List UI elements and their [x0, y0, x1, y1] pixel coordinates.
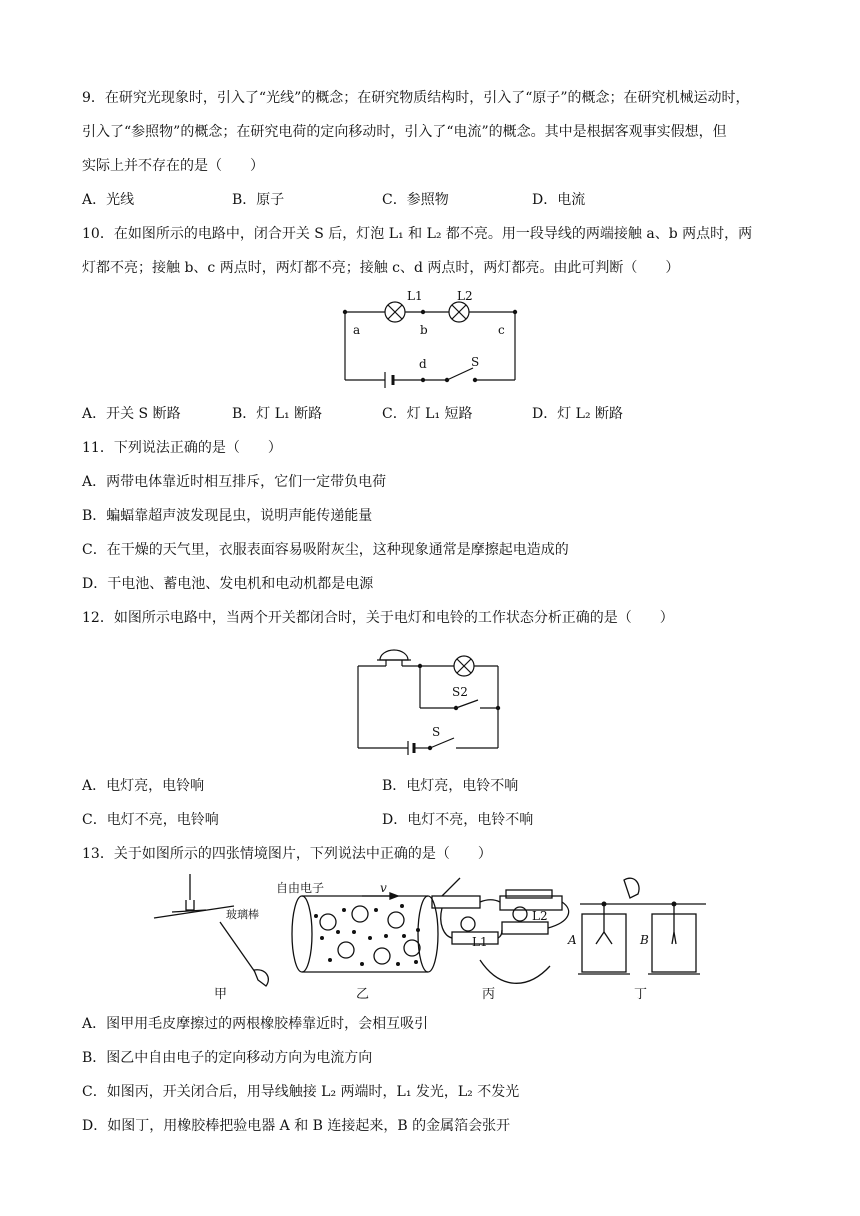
q9-option-c: C．参照物	[382, 192, 449, 208]
q12-stem: 12．如图所示电路中，当两个开关都闭合时，关于电灯和电铃的工作状态分析正确的是（ ）	[82, 610, 674, 626]
q13-label-l1: L1	[472, 935, 488, 949]
q11-stem: 11．下列说法正确的是（ ）	[82, 440, 282, 456]
q13-option-b: B．图乙中自由电子的定向移动方向为电流方向	[82, 1050, 373, 1066]
q10-label-d: d	[419, 357, 427, 371]
q10-label-l2: L2	[457, 289, 473, 303]
q12-option-b: B．电灯亮，电铃不响	[382, 778, 519, 794]
q11-option-a: A．两带电体靠近时相互排斥，它们一定带负电荷	[82, 474, 387, 490]
q9-option-b: B．原子	[232, 192, 285, 208]
q10-stem-line-2: 灯都不亮；接触 b、c 两点时，两灯都不亮；接触 c、d 两点时，两灯都亮。由此可判断（ ）	[82, 260, 680, 276]
q10-circuit-diagram	[335, 284, 525, 388]
figure-jia	[154, 874, 268, 986]
q13-label-free-electron: 自由电子	[276, 881, 325, 895]
q13-label-a: A	[568, 933, 577, 947]
q10-label-s: S	[471, 355, 480, 369]
figure-bing	[432, 878, 569, 983]
q12-option-c: C．电灯不亮，电铃响	[82, 812, 219, 828]
q13-caption-jia: 甲	[214, 987, 228, 1002]
q13-label-b: B	[640, 933, 649, 947]
q10-label-l1: L1	[407, 289, 423, 303]
q12-option-d: D．电灯不亮，电铃不响	[382, 812, 534, 828]
q9-option-d: D．电流	[532, 192, 586, 208]
q11-option-d: D．干电池、蓄电池、发电机和电动机都是电源	[82, 576, 374, 592]
q9-stem-line-1: 9．在研究光现象时，引入了“光线”的概念；在研究物质结构时，引入了“原子”的概念；在研究机械运动时，	[82, 90, 750, 106]
q10-option-d: D．灯 L₂ 断路	[532, 406, 624, 422]
q13-scene-figures	[150, 870, 710, 1004]
q11-option-b: B．蝙蝠靠超声波发现昆虫，说明声能传递能量	[82, 508, 373, 524]
q13-caption-ding: 丁	[634, 987, 648, 1002]
figure-ding	[578, 878, 706, 974]
q10-label-a: a	[353, 323, 361, 337]
q9-stem-line-3: 实际上并不存在的是（ ）	[82, 158, 264, 174]
q12-label-s2: S2	[452, 685, 468, 699]
q10-option-c: C．灯 L₁ 短路	[382, 406, 473, 422]
q12-circuit-diagram	[350, 642, 510, 756]
q9-stem-line-2: 引入了“参照物”的概念；在研究电荷的定向移动时，引入了“电流”的概念。其中是根据客观事实假想，但	[82, 124, 727, 140]
q13-label-glass-rod: 玻璃棒	[226, 908, 259, 921]
q13-caption-yi: 乙	[356, 987, 370, 1002]
q10-option-a: A．开关 S 断路	[82, 406, 181, 422]
q11-option-c: C．在干燥的天气里，衣服表面容易吸附灰尘，这种现象通常是摩擦起电造成的	[82, 542, 569, 558]
q9-option-a: A．光线	[82, 192, 135, 208]
q13-option-c: C．如图丙，开关闭合后，用导线触接 L₂ 两端时，L₁ 发光，L₂ 不发光	[82, 1084, 520, 1100]
q13-label-v: v	[380, 881, 387, 895]
q10-stem-line-1: 10．在如图所示的电路中，闭合开关 S 后，灯泡 L₁ 和 L₂ 都不亮。用一段导线的两端接触 a、b 两点时，两	[82, 226, 753, 242]
q12-option-a: A．电灯亮，电铃响	[82, 778, 205, 794]
q12-label-s: S	[432, 725, 441, 739]
q13-label-l2: L2	[532, 909, 548, 923]
q13-stem: 13．关于如图所示的四张情境图片，下列说法中正确的是（ ）	[82, 846, 492, 862]
q13-option-d: D．如图丁，用橡胶棒把验电器 A 和 B 连接起来，B 的金属箔会张开	[82, 1118, 511, 1134]
q13-caption-bing: 丙	[482, 987, 496, 1002]
q13-option-a: A．图甲用毛皮摩擦过的两根橡胶棒靠近时，会相互吸引	[82, 1016, 429, 1032]
q10-label-b: b	[420, 323, 428, 337]
q10-option-b: B．灯 L₁ 断路	[232, 406, 323, 422]
q10-label-c: c	[498, 323, 505, 337]
